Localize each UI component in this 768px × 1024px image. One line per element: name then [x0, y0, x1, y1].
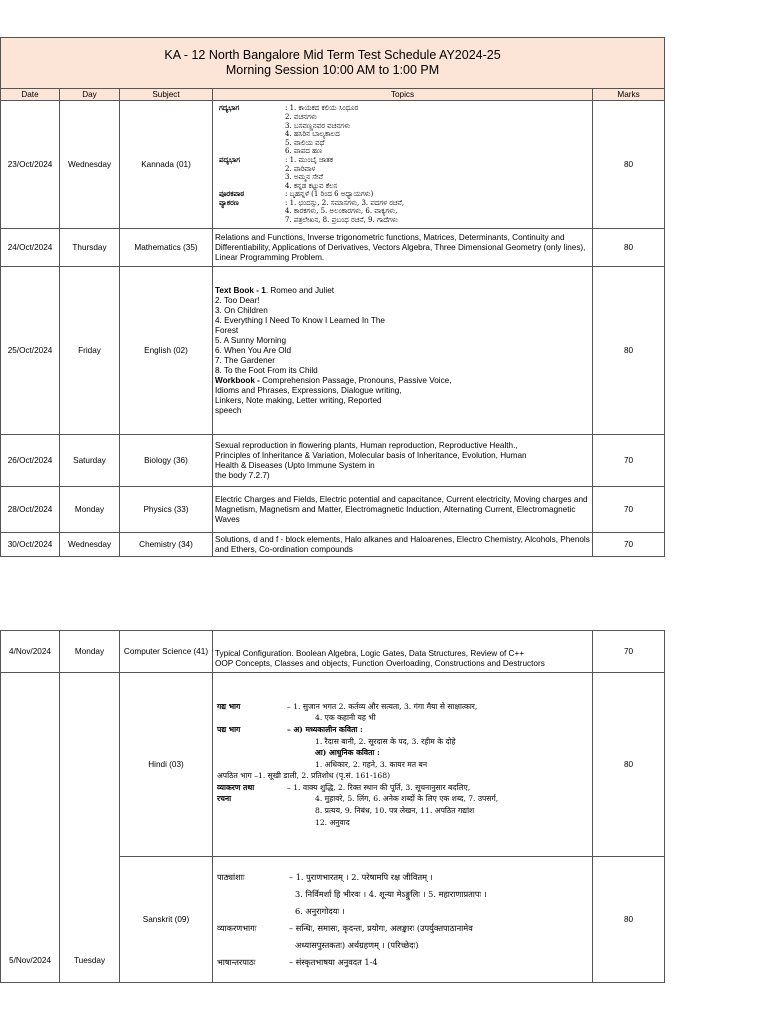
cell-day: Thursday — [60, 229, 120, 267]
cell-subject: Computer Science (41) — [120, 631, 213, 673]
cell-date: 24/Oct/2024 — [1, 229, 60, 267]
kannada-line: : 1. ಛಂದಸ್ಸು, 2. ಸಮಾಸಗಳು, 3. ಪದಗಳ ರಚನೆ, — [285, 198, 405, 207]
cell-day: Wednesday — [60, 533, 120, 557]
workbook-label: Workbook - — [215, 375, 260, 385]
cell-topics-sanskrit — [213, 857, 593, 983]
header-day: Day — [60, 89, 120, 101]
cell-topics: Solutions, d and f - block elements, Halo alkanes and Haloarenes, Electro Chemistry, Alcohols, Phenols and Ethers, Co-ordination compounds — [213, 533, 593, 557]
english-line: 3. On Children — [215, 305, 268, 315]
hindi-line: 12. अनुवाद — [315, 817, 350, 827]
hindi-line: – अ) मध्यकालीन कविता : — [287, 724, 363, 734]
sanskrit-patha-label: पाठ्यांशाः — [217, 871, 245, 882]
cell-day: Friday — [60, 267, 120, 435]
sanskrit-line: 6. अनुरागोदयः । — [295, 905, 345, 916]
title-line-2: Morning Session 10:00 AM to 1:00 PM — [225, 63, 440, 77]
cell-topics — [213, 631, 593, 673]
table-row — [1, 229, 665, 267]
kannada-line: 4. ಕಾರಕಗಳು, 5. ಅಲಂಕಾರಗಳು, 6. ವಾಕ್ಯಗಳು, — [285, 207, 398, 216]
header-topics: Topics — [213, 89, 593, 101]
cell-subject: Hindi (03) — [120, 673, 213, 857]
kannada-upa-label: ಪೂರಕಪಾಠ — [219, 189, 245, 199]
cell-date: 23/Oct/2024 — [1, 101, 60, 229]
english-line: 6. When You Are Old — [215, 345, 292, 355]
kannada-line: 4. ಕನ್ನಡ ಕಟ್ಟುವ ಕೆಲಸ — [285, 181, 338, 190]
kannada-line: 1. ಕಾಯಕದ ಕಲಿಯ ಸಿಂಧೂರ — [289, 104, 359, 113]
cell-marks: 70 — [593, 435, 665, 487]
header-row — [1, 89, 665, 101]
cs-line: OOP Concepts, Classes and objects, Function Overloading, Constructions and Destructors — [215, 659, 545, 668]
cell-marks: 80 — [593, 101, 665, 229]
english-line: 7. The Gardener — [215, 355, 275, 365]
cell-topics: Electric Charges and Fields, Electric potential and capacitance, Current electricity, Moving charges and Magnetism, Magnetism and Matter, Electromagnetic Induction, Alternating Current, Electromagnetic Waves — [213, 487, 593, 533]
textbook-label: Text Book - 1 — [215, 285, 266, 295]
hindi-line: 4. एक कहानी यह भी — [315, 713, 376, 723]
kannada-syllabus-image: ಗದ್ಯಭಾಗ : 1. ಕಾಯಕದ ಕಲಿಯ ಸಿಂಧೂರ 2. ವಚನಗಳು 3. ಬಸವಣ್ಣನವರ ವಚನಗಳು 4. ಹಸಿರಿನ ಬಾಲ್ಯಕಾಲದ 5. ವಾಲಿಯ ವಧೆ 6. ಪಾಪದ ಹಣ ಪದ್ಯಭಾಗ : 1. ಮುಂಬೈ ಜಾತಕ 2. ಪಾರಿವಾಳ 3. ಅಮ್ಮನ ಸೇವೆ 4. ಕನ್ನಡ ಕಟ್ಟುವ ಕೆಲಸ ಪೂರಕಪಾಠ : ಬೃಹನ್ನಳೆ (1 ರಿಂದ 6 ಅಧ್ಯಾಯಗಳು) ವ್ಯಾಕರಣ : 1. ಛಂದಸ್ಸು, 2. ಸಮಾಸಗಳು, 3. ಪದಗಳ ರಚನೆ, 4. ಕಾರಕಗಳು, 5. ಅಲಂಕಾರಗಳು, 6. ವಾಕ್ಯಗಳು, 7. ಪತ್ರಲೇಖನ, 8. ಪ್ರಬಂಧ ರಚನೆ, 9. ಗಾದೆಗಳು — [215, 104, 590, 224]
cell-day: Monday — [60, 487, 120, 533]
biology-line: the body 7.2.7) — [215, 470, 270, 480]
hindi-padya-label: पद्य भाग — [217, 724, 241, 734]
hindi-line: – 1. वाक्य शुद्धि, 2. रिक्त स्थान की पूर्ति, 3. सूचनानुसार बदलिए, — [287, 782, 471, 792]
cell-subject: Kannada (01) — [120, 101, 213, 229]
header-date: Date — [1, 89, 60, 101]
cell-date: 28/Oct/2024 — [1, 487, 60, 533]
table-row — [1, 101, 665, 229]
cell-marks: 80 — [593, 673, 665, 857]
hindi-line: 4. मुहावरे, 5. लिंग, 6. अनेक शब्दों के लिए एक शब्द, 7. उपसर्ग, — [315, 794, 499, 804]
hindi-line: 1. रैदास बानी, 2. सूरदास के पद, 3. रहीम के दोहे — [315, 736, 456, 746]
kannada-line: 3. ಅಮ್ಮನ ಸೇವೆ — [285, 173, 324, 182]
hindi-rach-label: रचना — [217, 794, 232, 804]
cell-day-text: Tuesday — [73, 956, 106, 965]
hindi-line: आ) आधुनिक कविता : — [315, 748, 380, 758]
sanskrit-line: – सन्धिः, समासः, कृदन्तः, प्रयोगः, अलङ्कारः (उपर्युक्तपाठानामेव — [289, 922, 473, 933]
cell-subject: Physics (33) — [120, 487, 213, 533]
english-line: Comprehension Passage, Pronouns, Passive Voice, — [259, 375, 452, 385]
cell-topics-kannada — [213, 101, 593, 229]
hindi-line: 8. प्रत्यय, 9. निबंध, 10. पत्र लेखन, 11. अपठित गद्यांश — [315, 806, 475, 816]
cell-topics — [213, 435, 593, 487]
kannada-gadya-label: ಗದ್ಯಭಾಗ — [219, 103, 240, 113]
header-marks: Marks — [593, 89, 665, 101]
cell-marks: 70 — [593, 631, 665, 673]
cell-subject: Biology (36) — [120, 435, 213, 487]
english-line: 8. To the Foot From its Child — [215, 365, 318, 375]
english-line: . Romeo and Juliet — [265, 285, 335, 295]
kannada-line: 4. ಹಸಿರಿನ ಬಾಲ್ಯಕಾಲದ — [285, 130, 340, 139]
cell-date: 4/Nov/2024 — [1, 631, 60, 673]
cell-day: Saturday — [60, 435, 120, 487]
cell-marks: 80 — [593, 229, 665, 267]
table-row — [1, 267, 665, 435]
english-line: Linkers, Note making, Letter writing, Reported — [215, 395, 382, 405]
hindi-vya-label: व्याकरण तथा — [217, 782, 255, 792]
hindi-gadya-label: गद्य भाग — [217, 701, 241, 711]
sanskrit-vya-label: व्याकरणभागः — [217, 922, 257, 933]
kannada-line: 5. ವಾಲಿಯ ವಧೆ — [285, 138, 325, 147]
sanskrit-line: – संस्कृतभाषया अनुवदत 1-4 — [289, 956, 378, 967]
cell-topics: Relations and Functions, Inverse trigonometric functions, Matrices, Determinants, Continuity and Differentiability, Applications of Derivatives, Vectors Algebra, Three Dimensional Geometry (only lines), Linear Programming Problem. — [213, 229, 593, 267]
sanskrit-line: अध्यासपुस्तकतः) अर्थग्रहणम् । (परिच्छेदः) — [295, 939, 419, 950]
table-row — [1, 673, 665, 857]
english-line: 2. Too Dear! — [215, 295, 260, 305]
english-line: Idioms and Phrases, Expressions, Dialogue writing, — [215, 385, 402, 395]
table-row — [1, 533, 665, 557]
cell-marks: 80 — [593, 857, 665, 983]
cell-date: 25/Oct/2024 — [1, 267, 60, 435]
table-row — [1, 631, 665, 673]
hindi-line: 1. अधिकार, 2. गहने, 3. कायर मत बन — [315, 759, 428, 769]
kannada-line: 7. ಪತ್ರಲೇಖನ, 8. ಪ್ರಬಂಧ ರಚನೆ, 9. ಗಾದೆಗಳು — [285, 216, 398, 225]
sanskrit-line: – 1. पुराणभारतम् । 2. परेषामपि रक्ष जीवितम् । — [289, 871, 433, 882]
cell-date: 30/Oct/2024 — [1, 533, 60, 557]
english-line: speech — [215, 405, 242, 415]
kannada-padya-label: ಪದ್ಯಭಾಗ — [219, 154, 241, 164]
hindi-line: अपठित भाग –1. सूखी डाली, 2. प्रतिशोध (पृ.सं. 161-168) — [217, 771, 391, 781]
cell-topics-hindi — [213, 673, 593, 857]
table-row — [1, 487, 665, 533]
cell-topics-english — [213, 267, 593, 435]
schedule-table-1 — [0, 37, 665, 557]
english-line: Forest — [215, 325, 239, 335]
cell-day: Wednesday — [60, 101, 120, 229]
hindi-line: – 1. सुजान भगत 2. कर्तव्य और सत्यता, 3. गंगा मैया से साक्षात्कार, — [287, 701, 478, 711]
cell-date — [1, 673, 60, 983]
biology-line: Health & Diseases (Upto Immune System in — [215, 460, 375, 470]
cell-subject: English (02) — [120, 267, 213, 435]
kannada-line: 6. ಪಾಪದ ಹಣ — [285, 147, 322, 156]
cell-subject: Chemistry (34) — [120, 533, 213, 557]
sanskrit-bha-label: भाषान्तरपाठः — [217, 956, 256, 967]
sanskrit-syllabus-image — [215, 869, 590, 971]
hindi-syllabus-image — [215, 701, 590, 829]
cell-subject: Mathematics (35) — [120, 229, 213, 267]
english-line: 4. Everything I Need To Know I Learned In The — [215, 315, 385, 325]
cell-subject: Sanskrit (09) — [120, 857, 213, 983]
kannada-line: 2. ವಚನಗಳು — [285, 112, 317, 121]
kannada-line: 2. ಪಾರಿವಾಳ — [285, 164, 316, 173]
table-row — [1, 435, 665, 487]
kannada-line: 1. ಮುಂಬೈ ಜಾತಕ — [289, 155, 333, 164]
cs-line: Typical Configuration. Boolean Algebra, Logic Gates, Data Structures, Review of C++ — [215, 649, 525, 658]
kannada-vya-label: ವ್ಯಾಕರಣ — [219, 197, 239, 207]
kannada-line: 3. ಬಸವಣ್ಣನವರ ವಚನಗಳು — [285, 121, 351, 130]
cell-day — [60, 673, 120, 983]
cell-marks: 70 — [593, 487, 665, 533]
cell-marks: 70 — [593, 533, 665, 557]
cell-date-text: 5/Nov/2024 — [9, 956, 51, 965]
cell-day: Monday — [60, 631, 120, 673]
sanskrit-line: 3. निर्विमर्शा हि भीरवः । 4. शून्या मेऽङ्गुलिः । 5. महाराणाप्रतापः । — [295, 888, 487, 899]
title-line-1: KA - 12 North Bangalore Mid Term Test Schedule AY2024-25 — [164, 48, 501, 62]
cell-marks: 80 — [593, 267, 665, 435]
biology-line: Principles of Inheritance & Variation, Molecular basis of Inheritance, Evolution, Human — [215, 450, 527, 460]
english-line: 5. A Sunny Morning — [215, 335, 287, 345]
kannada-line: : ಬೃಹನ್ನಳೆ (1 ರಿಂದ 6 ಅಧ್ಯಾಯಗಳು) — [285, 190, 374, 199]
schedule-title — [1, 38, 665, 89]
cell-date: 26/Oct/2024 — [1, 435, 60, 487]
biology-line: Sexual reproduction in flowering plants, Human reproduction, Reproductive Health., — [215, 440, 518, 450]
header-subject: Subject — [120, 89, 213, 101]
schedule-table-2 — [0, 630, 665, 983]
